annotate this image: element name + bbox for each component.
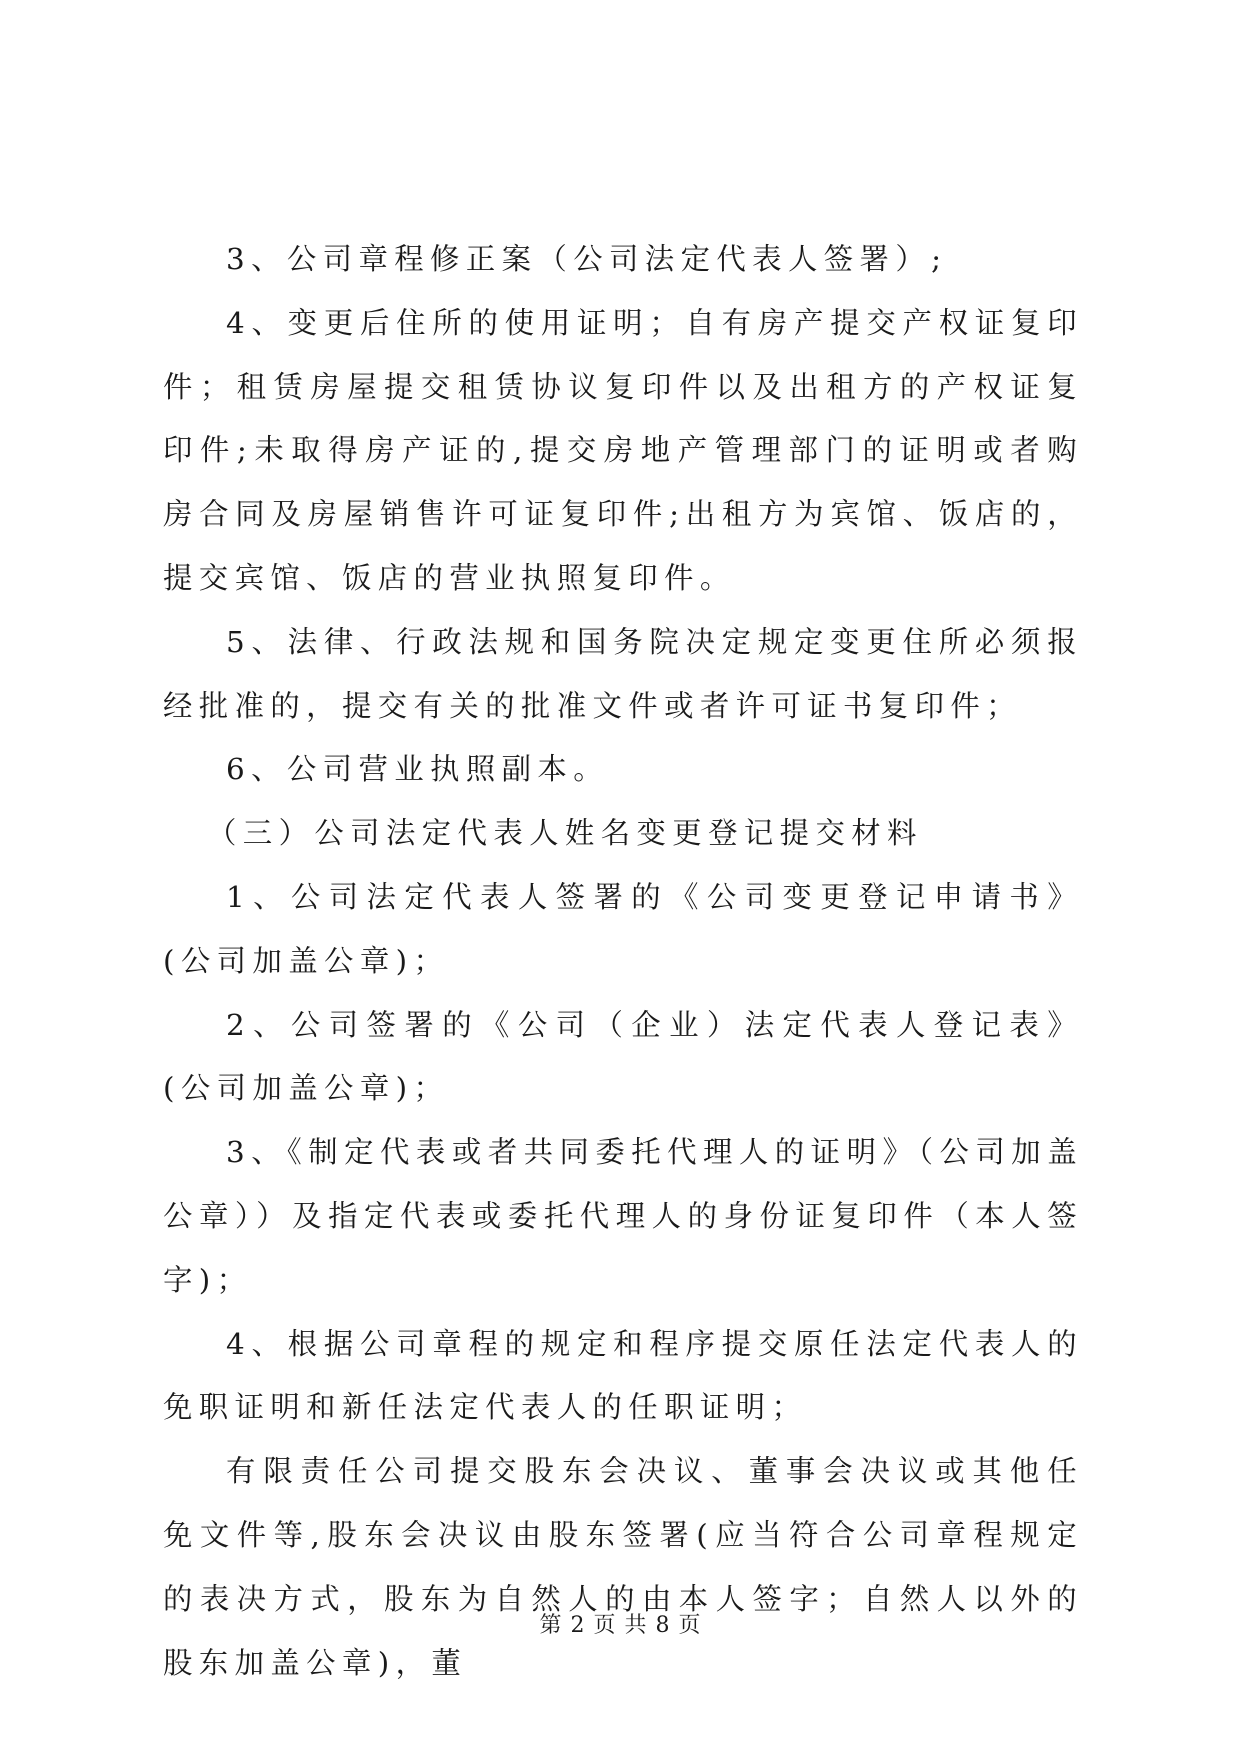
- paragraph-item-6-license-copy: 6、公司营业执照副本。: [226, 752, 610, 787]
- paragraph-llc-resolution: 有限责任公司提交股东会决议、董事会决议或其他任免文件等,股东会决议由股东签署(应当符合公司章程规定的表决方式，股东为自然人的由本人签字；自然人以外的股东加盖公章)，董: [163, 1454, 1083, 1680]
- paragraph-item-5-approval-docs: 5、法律、行政法规和国务院决定规定变更住所必须报经批准的，提交有关的批准文件或者许可证书复印件；: [163, 624, 1083, 723]
- paragraph-item-1-application: 1、公司法定代表人签署的《公司变更登记申请书》(公司加盖公章)；: [163, 879, 1083, 978]
- section-heading-3: （三）公司法定代表人姓名变更登记提交材料: [207, 816, 923, 851]
- paragraph-item-4-appointment-proof: 4、根据公司章程的规定和程序提交原任法定代表人的免职证明和新任法定代表人的任职证明；: [163, 1326, 1083, 1425]
- paragraph-item-3-amendment: 3、公司章程修正案（公司法定代表人签署）;: [226, 242, 948, 276]
- paragraph-item-4-premises-proof: 4、变更后住所的使用证明；自有房产提交产权证复印件；租赁房屋提交租赁协议复印件以及出租方的产权证复印件;未取得房产证的,提交房地产管理部门的证明或者购房合同及房屋销售许可证复印件;出租方为宾馆、饭店的，提交宾馆、饭店的营业执照复印件。: [163, 305, 1083, 595]
- document-body: [163, 228, 1083, 1695]
- page-number-footer: 第 2 页 共 8 页: [539, 1613, 702, 1638]
- paragraph-item-2-registration-form: 2、公司签署的《公司（企业）法定代表人登记表》(公司加盖公章)；: [163, 1007, 1083, 1106]
- paragraph-item-3-authorization: 3、《制定代表或者共同委托代理人的证明》（公司加盖公章））及指定代表或委托代理人的身份证复印件（本人签字)；: [163, 1135, 1083, 1297]
